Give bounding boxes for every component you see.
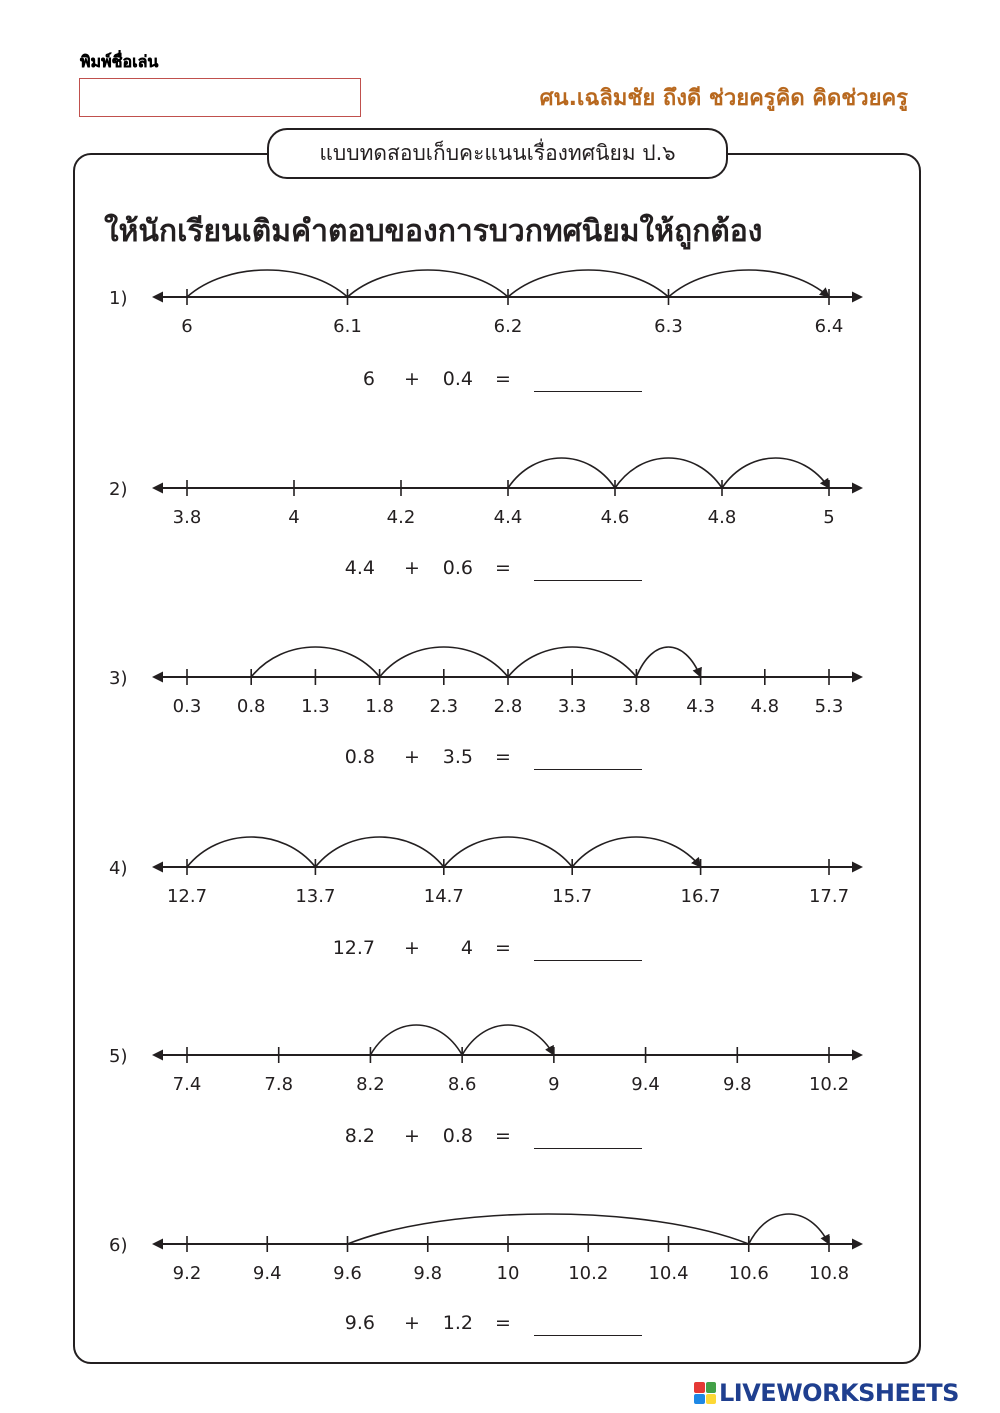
problem-2-equation [0,556,1000,580]
right-arrow-icon [852,1239,863,1250]
tick-label: 16.7 [680,886,721,907]
logo-square-blue [694,1394,705,1405]
problem-1-equation [0,367,1000,391]
tick-label: 17.7 [808,886,850,907]
tick-label: 4.6 [600,507,630,528]
tick-label: 10 [496,1263,520,1284]
liveworksheets-logo [694,1378,959,1408]
equals-sign: = [495,557,511,579]
tick-label: 8.6 [447,1074,477,1095]
right-arrow-icon [852,483,863,494]
logo-square-yellow [706,1394,717,1405]
problem-3-number-line [109,647,863,717]
addend-2: 3.5 [442,746,473,768]
equals-sign: = [495,1125,511,1147]
nickname-label: พิมพ์ชื่อเล่น [80,52,159,71]
problem-5-equation [0,1124,1000,1148]
tick-label: 10.6 [728,1263,769,1284]
answer-input[interactable] [534,936,642,961]
logo-square-red [694,1382,705,1393]
tick-label: 4.4 [493,507,523,528]
right-arrow-icon [852,292,863,303]
instruction-text: ให้นักเรียนเติมคำตอบของการบวกทศนิยมให้ถูกต้อง [104,214,763,249]
logo-square-green [706,1382,717,1393]
tick-label: 4.2 [386,507,416,528]
tick-label: 12.7 [166,886,208,907]
tick-label: 1.3 [301,696,330,717]
tick-label: 3.8 [622,696,651,717]
tick-label: 9 [548,1074,560,1095]
tick-label: 0.3 [172,696,202,717]
plus-operator: + [404,937,420,959]
tick-label: 9.4 [252,1263,282,1284]
jump-arc [348,1214,749,1244]
jump-arc [572,837,700,867]
tick-label: 15.7 [552,886,593,907]
tick-label: 4.8 [750,696,780,717]
tick-label: 7.4 [172,1074,202,1095]
plus-operator: + [404,746,420,768]
equals-sign: = [495,1312,511,1334]
problem-2-number-line [109,458,863,528]
tick-label: 6.1 [333,316,362,337]
tick-label: 9.6 [333,1263,362,1284]
liveworksheets-logo-icon [694,1382,716,1404]
addend-1: 12.7 [332,937,375,959]
tick-label: 5 [823,507,835,528]
addend-1: 8.2 [344,1125,375,1147]
jump-arc [187,270,348,297]
jump-arc [370,1025,462,1055]
answer-input[interactable] [534,1311,642,1336]
tick-label: 4.8 [707,507,737,528]
problem-number: 2) [109,479,128,500]
tick-label: 14.7 [423,886,464,907]
tick-label: 6.3 [654,316,683,337]
jump-arc [636,647,700,677]
addend-1: 0.8 [344,746,375,768]
problem-number: 1) [109,288,128,309]
problem-number: 4) [109,858,128,879]
left-arrow-icon [152,483,163,494]
addend-2: 0.8 [442,1125,473,1147]
author-credit: ศน.เฉลิมชัย ถึงดี ช่วยครูคิด คิดช่วยครู [539,86,908,111]
addend-2: 0.4 [442,368,473,390]
jump-arc [669,270,830,297]
jump-arc [348,270,509,297]
tick-label: 6.2 [493,316,523,337]
addend-2: 4 [460,937,473,959]
tick-label: 3.8 [172,507,202,528]
right-arrow-icon [852,672,863,683]
problem-4-number-line [109,837,863,907]
tick-label: 10.4 [648,1263,689,1284]
problem-6-number-line [109,1214,863,1284]
tick-label: 5.3 [814,696,844,717]
tick-label: 10.8 [808,1263,850,1284]
jump-arc [508,270,669,297]
plus-operator: + [404,368,420,390]
left-arrow-icon [152,672,163,683]
plus-operator: + [404,1312,420,1334]
tick-label: 10.2 [568,1263,609,1284]
left-arrow-icon [152,1239,163,1250]
addend-1: 4.4 [344,557,375,579]
tick-label: 9.8 [413,1263,443,1284]
left-arrow-icon [152,1050,163,1061]
jump-arc [187,837,315,867]
tick-label: 13.7 [295,886,336,907]
tick-label: 2.3 [429,696,459,717]
answer-input[interactable] [534,367,642,392]
tick-label: 8.2 [356,1074,385,1095]
equals-sign: = [495,746,511,768]
jump-arc [462,1025,554,1055]
jump-arc [508,458,615,488]
problem-number: 3) [109,668,128,689]
addend-1: 6 [362,368,375,390]
right-arrow-icon [852,1050,863,1061]
jump-arc [749,1214,829,1244]
tick-label: 9.4 [631,1074,660,1095]
tick-label: 3.3 [557,696,587,717]
liveworksheets-brand: LIVEWORKSHEETS [719,1379,959,1407]
problem-6-equation [0,1311,1000,1335]
jump-arc [315,837,443,867]
addend-2: 0.6 [442,557,473,579]
tick-label: 9.8 [722,1074,752,1095]
tick-label: 2.8 [493,696,523,717]
problem-1-number-line [109,270,863,337]
right-arrow-icon [852,862,863,873]
equals-sign: = [495,937,511,959]
tick-label: 7.8 [264,1074,294,1095]
addend-1: 9.6 [344,1312,375,1334]
jump-arc [722,458,829,488]
tick-label: 4.3 [686,696,715,717]
worksheet-title: แบบทดสอบเก็บคะแนนเรื่องทศนิยม ป.๖ [267,128,728,179]
problem-number: 6) [109,1235,128,1256]
problem-number: 5) [109,1046,128,1067]
tick-label: 10.2 [808,1074,850,1095]
plus-operator: + [404,557,420,579]
tick-label: 1.8 [365,696,394,717]
answer-input[interactable] [534,1124,642,1149]
answer-input[interactable] [534,745,642,770]
tick-label: 0.8 [236,696,266,717]
problem-5-number-line [109,1025,863,1095]
tick-label: 6 [181,316,193,337]
jump-arc [444,837,572,867]
addend-2: 1.2 [442,1312,473,1334]
problem-3-equation [0,745,1000,769]
left-arrow-icon [152,292,163,303]
plus-operator: + [404,1125,420,1147]
problem-4-equation [0,936,1000,960]
equals-sign: = [495,368,511,390]
jump-arc [615,458,722,488]
tick-label: 6.4 [814,316,844,337]
answer-input[interactable] [534,556,642,581]
tick-label: 9.2 [172,1263,202,1284]
tick-label: 4 [288,507,300,528]
left-arrow-icon [152,862,163,873]
